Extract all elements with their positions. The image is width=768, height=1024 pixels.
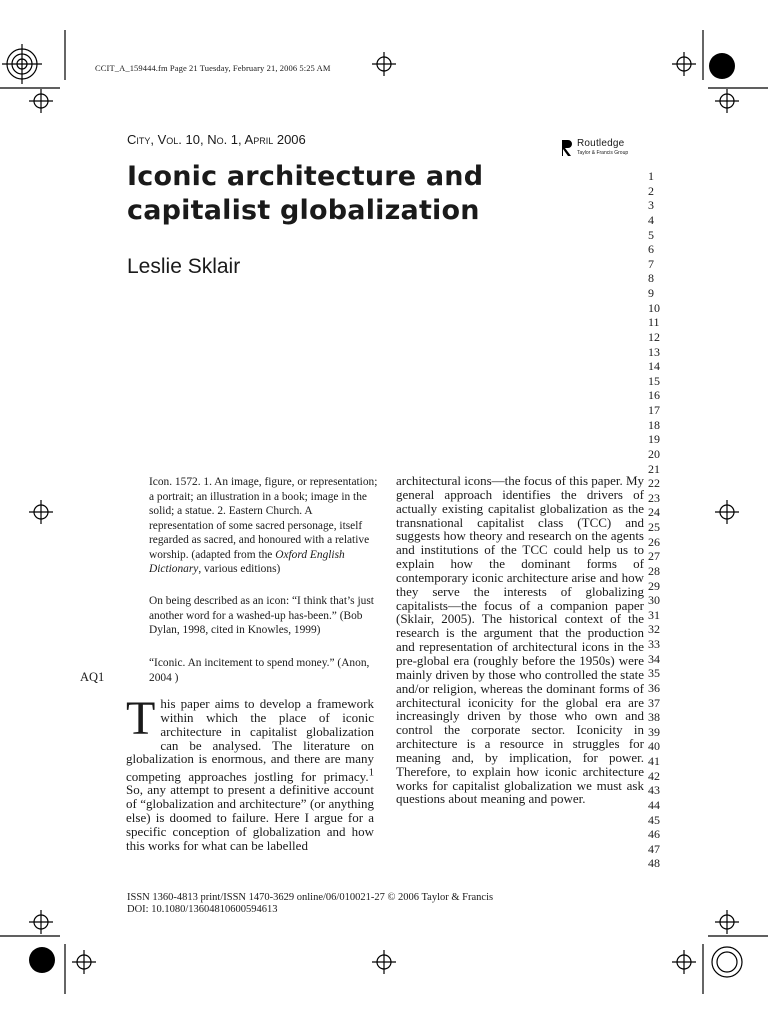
publisher-group: Taylor & Francis Group (577, 150, 629, 156)
line-number: 31 (648, 607, 660, 622)
body-column-left (126, 692, 374, 853)
line-number: 18 (648, 417, 660, 432)
article-title: Iconic architecture and capitalist globalization (127, 161, 484, 226)
line-number: 13 (648, 344, 660, 359)
line-number: 45 (648, 812, 660, 827)
body-column-right: architectural icons—the focus of this paper. My general approach identifies the drivers of actually existing capitalist globalization as the transnational capitalist class (TCC) and suggests how theory and research on the agents and institutions of the TCC could help us to explain how the dominant forms of contemporary iconic architecture arise and how they serve the interests of globalizing capitalists—the focus of a companion paper (Sklair, 2005). The historical context of the research is the argument that the production and representation of architectural icons in the pre-global era (roughly before the 1950s) were mainly driven by those who controlled the state and/or religion, whereas the dominant forms of architectural iconicity for the global era are increasingly driven by those who own and control the corporate sector. Iconicity in architecture is a resource in struggles for meaning and, by implication, for power. Therefore, to explain how iconic architecture works for capitalist globalization we must ask questions about meaning and power. (396, 473, 645, 807)
line-number: 48 (648, 856, 660, 871)
line-number: 39 (648, 724, 660, 739)
line-number: 46 (648, 827, 660, 842)
line-number: 12 (648, 329, 660, 344)
epigraph-oed: Icon. 1572. 1. An image, figure, or representation; a portrait; an illustration in a book; image in the solid; a statue. 2. Eastern Church. A representation of some sacred personage, itself regarded as sacred, and honoured with a relative worship. (adapted from the Oxford English Dictionary, various editions) (149, 476, 378, 575)
footer-info (127, 892, 493, 916)
line-number: 27 (648, 549, 660, 564)
routledge-logo-icon (560, 138, 574, 158)
line-number: 24 (648, 505, 660, 520)
line-number: 17 (648, 403, 660, 417)
line-number: 41 (648, 754, 660, 768)
line-number: 1 (648, 169, 654, 183)
line-number: 38 (648, 710, 660, 725)
issn-line: ISSN 1360-4813 print/ISSN 1470-3629 online/06/010021-27 © 2006 Taylor & Francis (127, 892, 494, 903)
publisher-logo (560, 138, 650, 160)
line-number: 11 (648, 315, 660, 330)
doi-line: DOI: 10.1080/13604810600594613 (127, 904, 278, 915)
publisher-name: Routledge (577, 138, 625, 149)
line-number: 37 (648, 695, 660, 710)
line-numbers (648, 169, 676, 871)
line-number: 47 (648, 841, 660, 856)
journal-citation-text: City, Vol. 10, No. 1, April 2006 (127, 132, 306, 147)
line-number: 33 (648, 637, 660, 651)
author-query-marker: AQ1 (80, 670, 105, 684)
line-number: 22 (648, 476, 660, 491)
line-number: 28 (648, 563, 660, 578)
epigraph-dylan: On being described as an icon: “I think that’s just another word for a washed-up has-been.” (Bob Dylan, 1998, cited in Knowles, 1999) (149, 595, 374, 636)
line-number: 44 (648, 797, 660, 812)
line-number: 34 (648, 651, 660, 666)
line-number: 2 (648, 183, 654, 198)
article-author: Leslie Sklair (127, 255, 241, 278)
line-number: 23 (648, 490, 660, 505)
line-number: 8 (648, 271, 654, 286)
line-number: 26 (648, 534, 660, 549)
line-number: 6 (648, 242, 654, 257)
line-number: 4 (648, 212, 654, 227)
epigraph-anon: “Iconic. An incitement to spend money.” (Anon, 2004 ) (149, 657, 370, 684)
print-slug: CCIT_A_159444.fm Page 21 Tuesday, February 21, 2006 5:25 AM (95, 63, 331, 73)
line-number: 7 (648, 256, 654, 271)
line-number: 10 (648, 300, 660, 315)
line-number: 3 (648, 198, 654, 213)
drop-cap: T (126, 692, 156, 745)
line-number: 43 (648, 783, 660, 798)
line-number: 36 (648, 680, 660, 695)
line-number: 15 (648, 373, 660, 388)
line-number: 19 (648, 432, 660, 447)
line-number: 40 (648, 739, 660, 754)
body-text-left: his paper aims to develop a framework within which the place of iconic architecture in capitalist globalization can be analysed. The literature on globalization is enormous, and there are many competing approaches jostling for primacy.$^1$ So, any attempt to present a definitive account of “globalization and architecture” (or anything else) is doomed to failure. Here I argue for a specific conception of globalization and how this works for what can be labelled (126, 696, 374, 853)
line-number: 14 (648, 359, 660, 374)
line-number: 30 (648, 593, 660, 608)
line-number: 42 (648, 768, 660, 783)
line-number: 5 (648, 227, 654, 242)
journal-citation (127, 132, 306, 147)
line-number: 9 (648, 286, 654, 300)
line-number: 25 (648, 520, 660, 534)
line-number: 20 (648, 446, 660, 461)
line-number: 32 (648, 622, 660, 637)
line-number: 29 (648, 578, 660, 593)
line-number: 16 (648, 388, 660, 403)
line-number: 35 (648, 666, 660, 681)
line-number: 21 (648, 461, 660, 476)
